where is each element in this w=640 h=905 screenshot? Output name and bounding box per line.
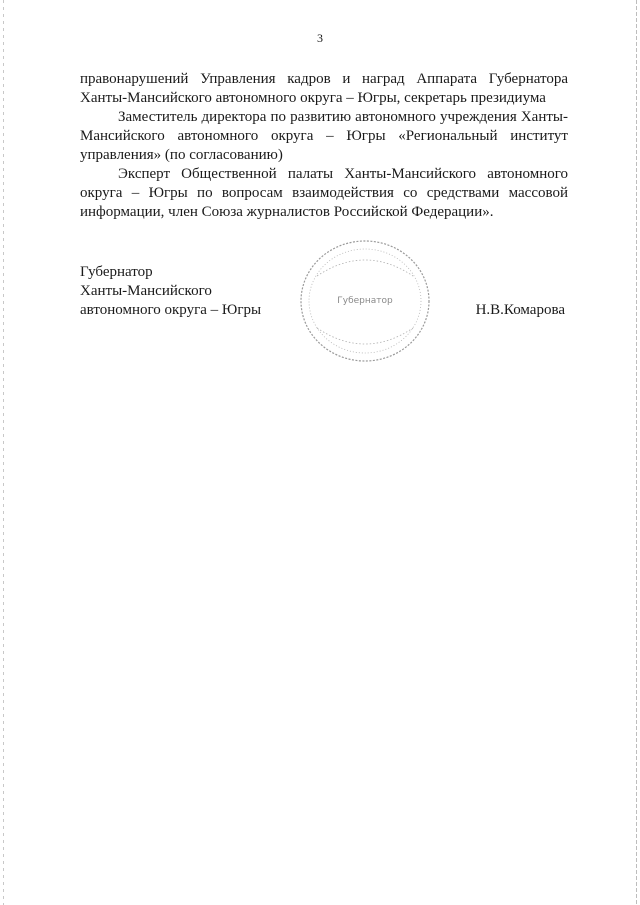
signatory-title-line: автономного округа – Югры bbox=[80, 302, 262, 318]
signatory-title-line: Губернатор bbox=[80, 264, 153, 280]
signatory-title-line: Ханты-Мансийского bbox=[80, 283, 212, 299]
stamp-text: Губернатор bbox=[337, 296, 393, 306]
paragraph-expert: Эксперт Общественной палаты Ханты-Мансийского автономного округа – Югры по вопросам взаимодействия со средствами массовой информации, член Союза журналистов Российской Федерации». bbox=[80, 166, 568, 220]
paragraph-deputy-director: Заместитель директора по развитию автономного учреждения Ханты-Мансийского автономного округа – Югры «Региональный институт управления» (по согласованию) bbox=[80, 109, 568, 163]
scan-edge-right bbox=[636, 0, 637, 905]
signatory-name: Н.В.Комарова bbox=[475, 302, 565, 318]
body-text bbox=[80, 70, 568, 222]
scan-edge-left bbox=[3, 0, 4, 905]
paragraph-continuation: правонарушений Управления кадров и наград Аппарата Губернатора Ханты-Мансийского автономного округа – Югры, секретарь президиума bbox=[80, 71, 568, 106]
official-seal-stamp bbox=[295, 236, 435, 366]
page-number: 3 bbox=[317, 31, 323, 45]
signatory-title bbox=[80, 263, 261, 320]
